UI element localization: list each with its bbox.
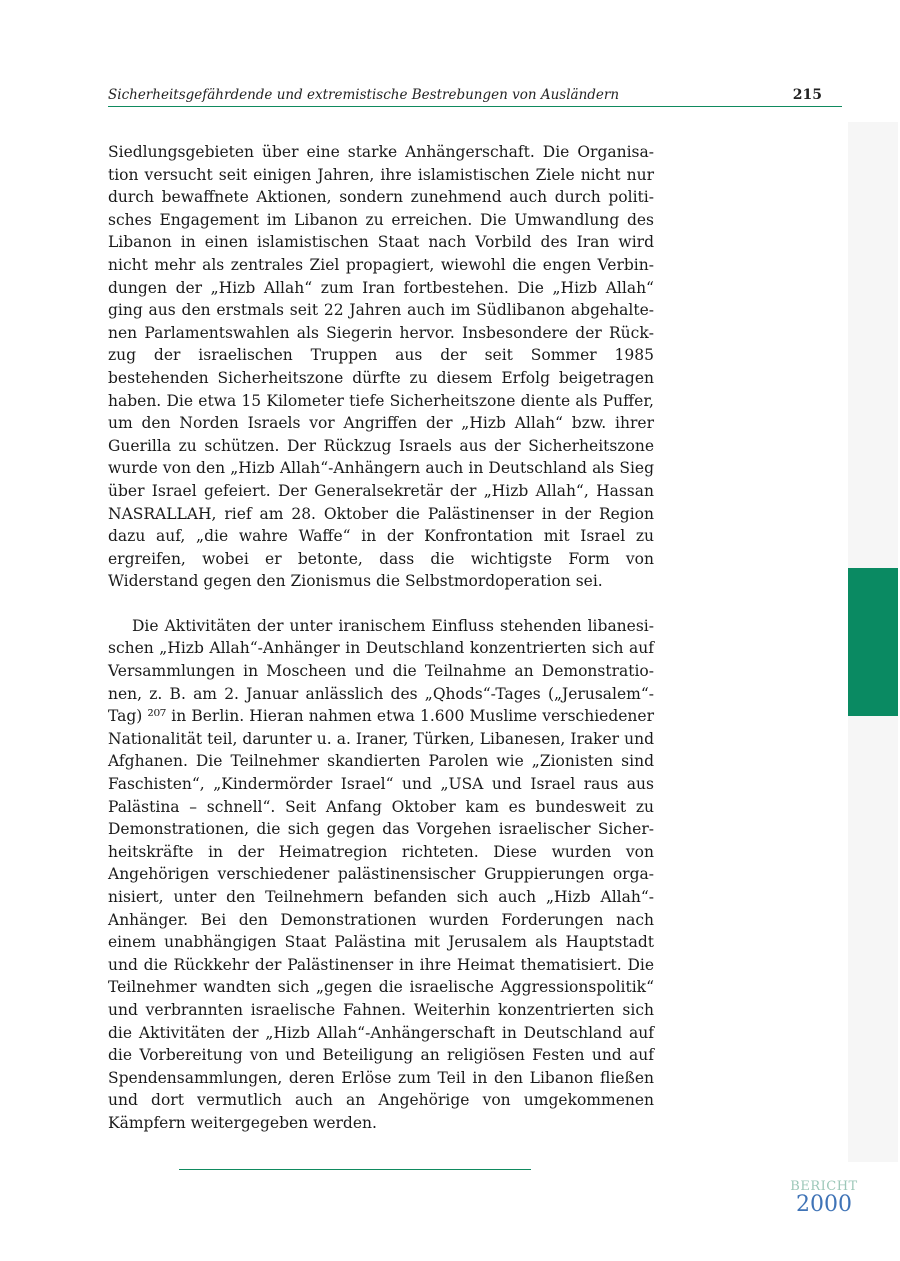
footnote-separator — [179, 1169, 531, 1170]
paragraph: Die Aktivitäten der unter iranischem Einfluss stehenden libanesischen „Hizb Allah“-Anhänger in Deutschland konzentrierten sich auf Versammlungen in Moscheen und die Teilnahme an Demonstrationen, z. B. am 2. Januar anlässlich des „Qhods“-Tages („Jerusalem“-Tag) ²⁰⁷ in Berlin. Hieran nahmen etwa 1.600 Muslime verschiedener Nationalität teil, darunter u. a. Iraner, Türken, Libanesen, Iraker und Afghanen. Die Teilnehmer skandierten Parolen wie „Zionisten sind Faschisten“, „Kindermörder Israel“ und „USA und Israel raus aus Palästina – schnell“. Seit Anfang Oktober kam es bundesweit zu Demonstrationen, die sich gegen das Vorgehen israelischer Sicherheitskräfte in der Heimatregion richteten. Diese wurden von Angehörigen verschiedener palästinensischer Gruppierungen organisiert, unter den Teilnehmern befanden sich auch „Hizb Allah“-Anhänger. Bei den Demonstrationen wurden Forderungen nach einem unabhängigen Staat Palästina mit Jerusalem als Hauptstadt und die Rückkehr der Palästinenser in ihre Heimat thematisiert. Die Teilnehmer wandten sich „gegen die israelische Aggressionspolitik“ und verbrannten israelische Fahnen. Weiterhin konzentrierten sich die Aktivitäten der „Hizb Allah“-Anhängerschaft in Deutschland auf die Vorbereitung von und Beteiligung an religiösen Festen und auf Spendensammlungen, deren Erlöse zum Teil in den Libanon fließen und dort vermutlich auch an Angehörige von umgekommenen Kämpfern weitergegeben werden. — [108, 616, 654, 1132]
report-logo-top: BERICHT — [790, 1179, 858, 1194]
running-header — [108, 86, 842, 107]
body-text — [108, 141, 654, 1135]
chapter-marker-tab — [848, 568, 898, 716]
page-number: 215 — [792, 87, 822, 103]
running-header-title: Sicherheitsgefährdende und extremistische Bestrebungen von Ausländern — [108, 87, 620, 103]
paragraph: Siedlungsgebieten über eine starke Anhängerschaft. Die Organisation versucht seit einigen Jahren, ihre islamistischen Ziele nicht nur durch bewaffnete Aktionen, sondern zunehmend auch durch politisches Engagement im Libanon zu erreichen. Die Umwandlung des Libanon in einen islamistischen Staat nach Vorbild des Iran wird nicht mehr als zentrales Ziel propagiert, wiewohl die engen Verbindungen der „Hizb Allah“ zum Iran fortbestehen. Die „Hizb Allah“ ging aus den erstmals seit 22 Jahren auch im Südlibanon abgehaltenen Parlamentswahlen als Siegerin hervor. Insbesondere der Rückzug der israelischen Truppen aus der seit Sommer 1985 bestehenden Sicherheitszone dürfte zu diesem Erfolg beigetragen haben. Die etwa 15 Kilometer tiefe Sicherheitszone diente als Puffer, um den Norden Israels vor Angriffen der „Hizb Allah“ bzw. ihrer Guerilla zu schützen. Der Rückzug Israels aus der Sicherheitszone wurde von den „Hizb Allah“-Anhängern auch in Deutschland als Sieg über Israel gefeiert. Der Generalsekretär der „Hizb Allah“, Hassan NASRALLAH, rief am 28. Oktober die Palästinenser in der Region dazu auf, „die wahre Waffe“ in der Konfrontation mit Israel zu ergreifen, wobei er betonte, dass die wichtigste Form von Widerstand gegen den Zionismus die Selbstmordoperation sei. — [108, 143, 654, 591]
report-logo-year: 2000 — [796, 1192, 852, 1217]
report-logo — [784, 1180, 864, 1220]
